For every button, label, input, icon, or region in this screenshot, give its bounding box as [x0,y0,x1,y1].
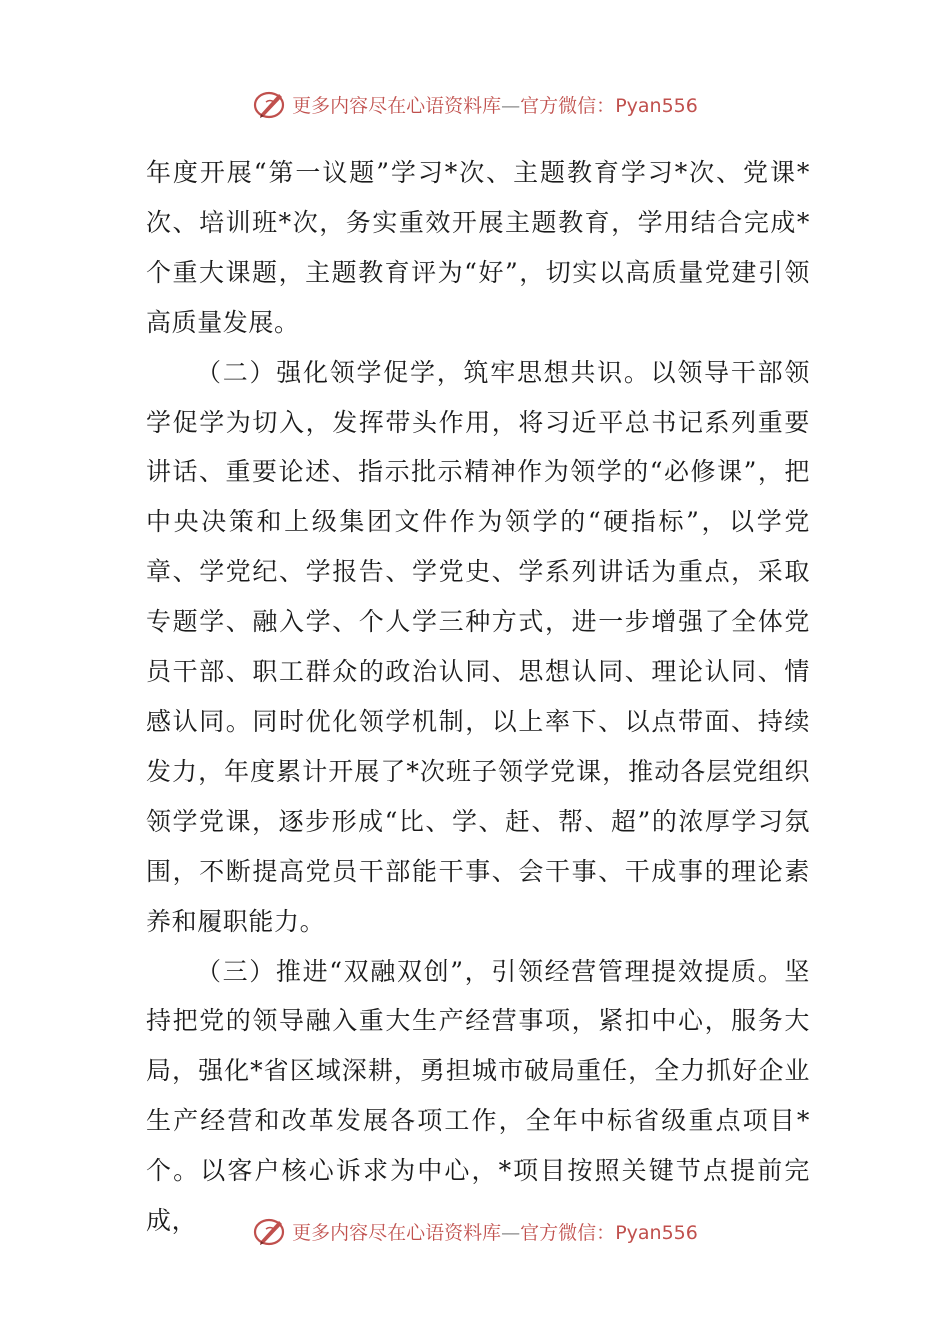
watermark-main: 更多内容尽在心语资料库 [292,1221,502,1244]
pen-logo-icon [252,86,288,122]
watermark-official: 官方微信： [520,1221,616,1244]
paragraph-section-three: （三）推进“双融双创”，引领经营管理提效提质。坚持把党的领导融入重大生产经营事项，紧扣中心，服务大局，强化*省区域深耕，勇担城市破局重任，全力抓好企业生产经营和改革发展各项工作，全年中标省级重点项目*个。以客户核心诉求为中心，*项目按照关键节点提前完成， [146,956,810,1236]
pen-logo-icon [252,1213,288,1249]
watermark-wechat: Pyan556 [615,94,698,117]
paragraph-section-two: （二）强化领学促学，筑牢思想共识。以领导干部领学促学为切入，发挥带头作用，将习近平总书记系列重要讲话、重要论述、指示批示精神作为领学的“必修课”，把中央决策和上级集团文件作为领学的“硬指标”，以学党章、学党纪、学报告、学党史、学系列讲话为重点，采取专题学、融入学、个人学三种方式，进一步增强了全体党员干部、职工群众的政治认同、思想认同、理论认同、情感认同。同时优化领学机制，以上率下、以点带面、持续发力，年度累计开展了*次班子领学党课，推动各层党组织领学党课，逐步形成“比、学、赶、帮、超”的浓厚学习氛围，不断提高党员干部能干事、会干事、干成事的理论素养和履职能力。 [146,357,810,936]
watermark-separator: — [501,1221,521,1244]
watermark-footer [0,1211,950,1251]
watermark-separator: — [501,94,521,117]
document-body [146,148,810,1246]
watermark-main: 更多内容尽在心语资料库 [292,94,502,117]
paragraph-continuation: 年度开展“第一议题”学习*次、主题教育学习*次、党课*次、培训班*次，务实重效开展主题教育，学用结合完成*个重大课题，主题教育评为“好”，切实以高质量党建引领高质量发展。 [146,158,810,337]
watermark-header [0,84,950,124]
watermark-text [292,91,698,118]
watermark-official: 官方微信： [520,94,616,117]
watermark-wechat: Pyan556 [615,1221,698,1244]
watermark-text [292,1218,698,1245]
